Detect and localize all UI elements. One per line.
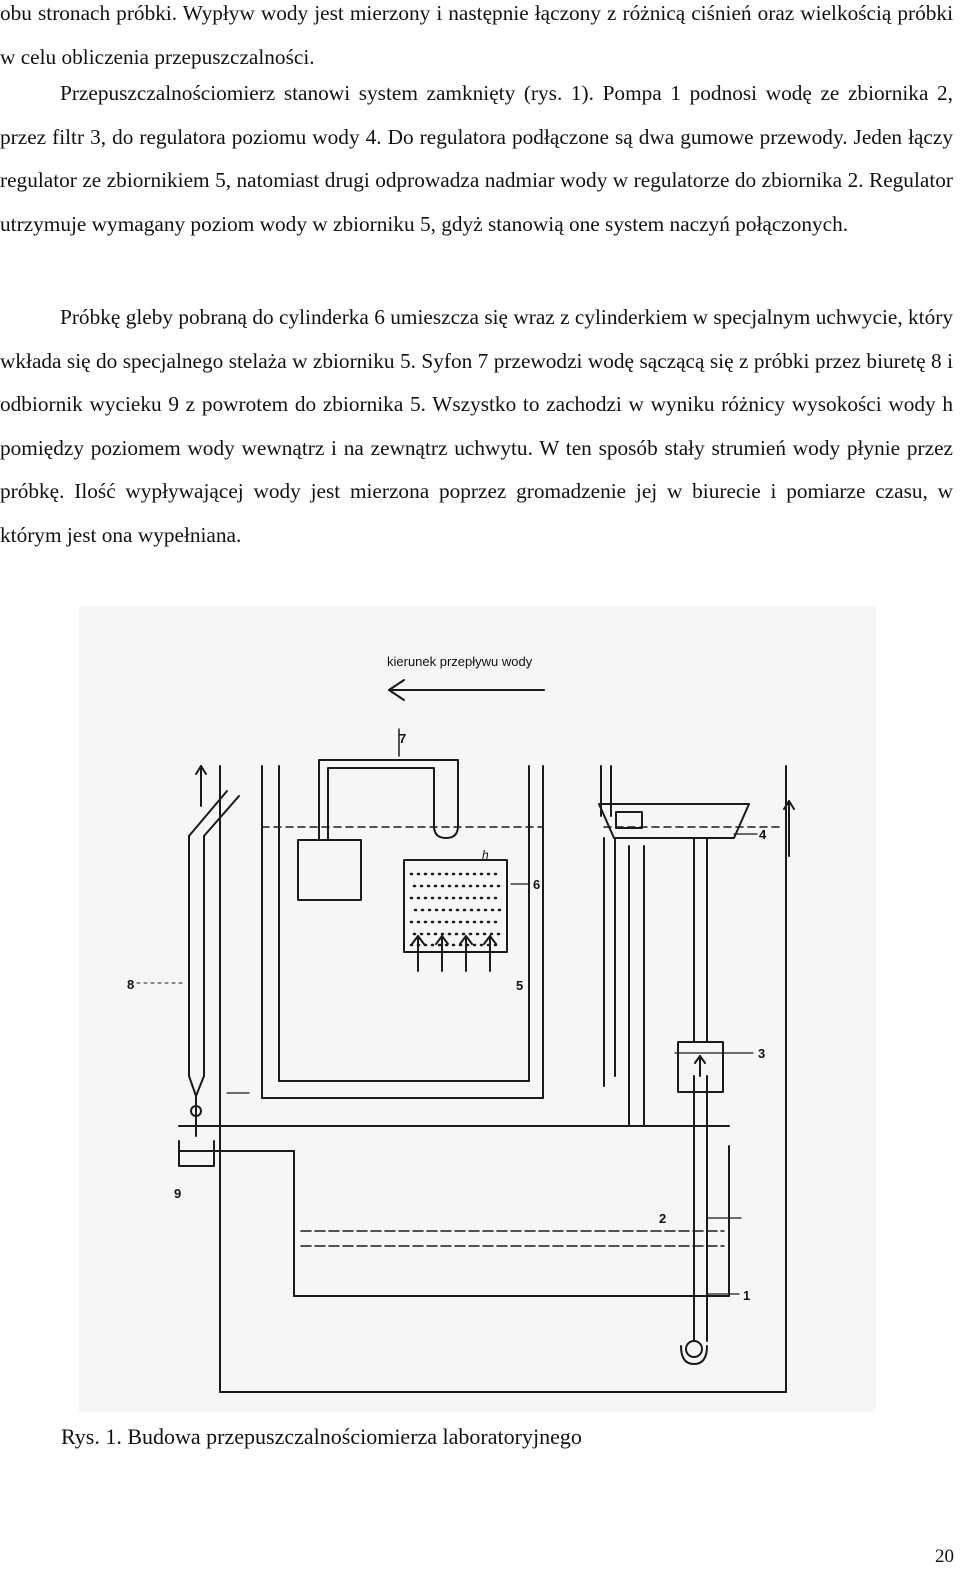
paragraph-2: Przepuszczalnościomierz stanowi system zamknięty (rys. 1). Pompa 1 podnosi wodę ze zbiornika 2, przez filtr 3, do regulatora poziomu wody 4. Do regulatora podłączone są dwa gumowe przewody. Jeden łączy regulator ze zbiornikiem 5, natomiast drugi odprowadza nadmiar wody w regulatorze do zbiornika 2. Regulator utrzymuje wymagany poziom wody w zbiorniku 5, gdyż stanowią one system naczyń połączonych.	[0, 81, 953, 236]
label-5: 5	[516, 978, 524, 993]
page-number: 20	[935, 1546, 954, 1567]
label-1: 1	[743, 1288, 751, 1303]
label-6: 6	[533, 877, 541, 892]
label-h: h	[482, 848, 489, 862]
paragraph-3: Próbkę gleby pobraną do cylinderka 6 umieszcza się wraz z cylinderkiem w specjalnym uchwycie, który wkłada się do specjalnego stelaża w zbiorniku 5. Syfon 7 przewodzi wodę sączącą się z próbki przez biuretę 8 i odbiornik wycieku 9 z powrotem do zbiornika 5. Wszystko to zachodzi w wyniku różnicy wysokości wody h pomiędzy poziomem wody wewnątrz i na zewnątrz uchwytu. W ten sposób stały strumień wody płynie przez próbkę. Ilość wypływającej wody jest mierzona poprzez gromadzenie jej w biurecie i pomiarze czasu, w którym jest ona wypełniana.	[0, 305, 953, 547]
paragraph-1: obu stronach próbki. Wypływ wody jest mierzony i następnie łączony z różnicą ciśnień oraz wielkością próbki w celu obliczenia przepuszczalności.	[0, 1, 953, 69]
figure-caption: Rys. 1. Budowa przepuszczalnościomierza laboratoryjnego	[61, 1424, 582, 1449]
label-9: 9	[174, 1186, 182, 1201]
diagram-svg	[79, 606, 876, 1412]
flow-direction-label: kierunek przepływu wody	[387, 654, 533, 669]
label-7: 7	[399, 731, 407, 746]
diagram-background	[79, 606, 876, 1412]
label-8: 8	[127, 977, 135, 992]
label-4: 4	[759, 827, 767, 842]
label-2: 2	[659, 1211, 667, 1226]
permeameter-diagram	[79, 606, 876, 1412]
label-3: 3	[758, 1046, 766, 1061]
